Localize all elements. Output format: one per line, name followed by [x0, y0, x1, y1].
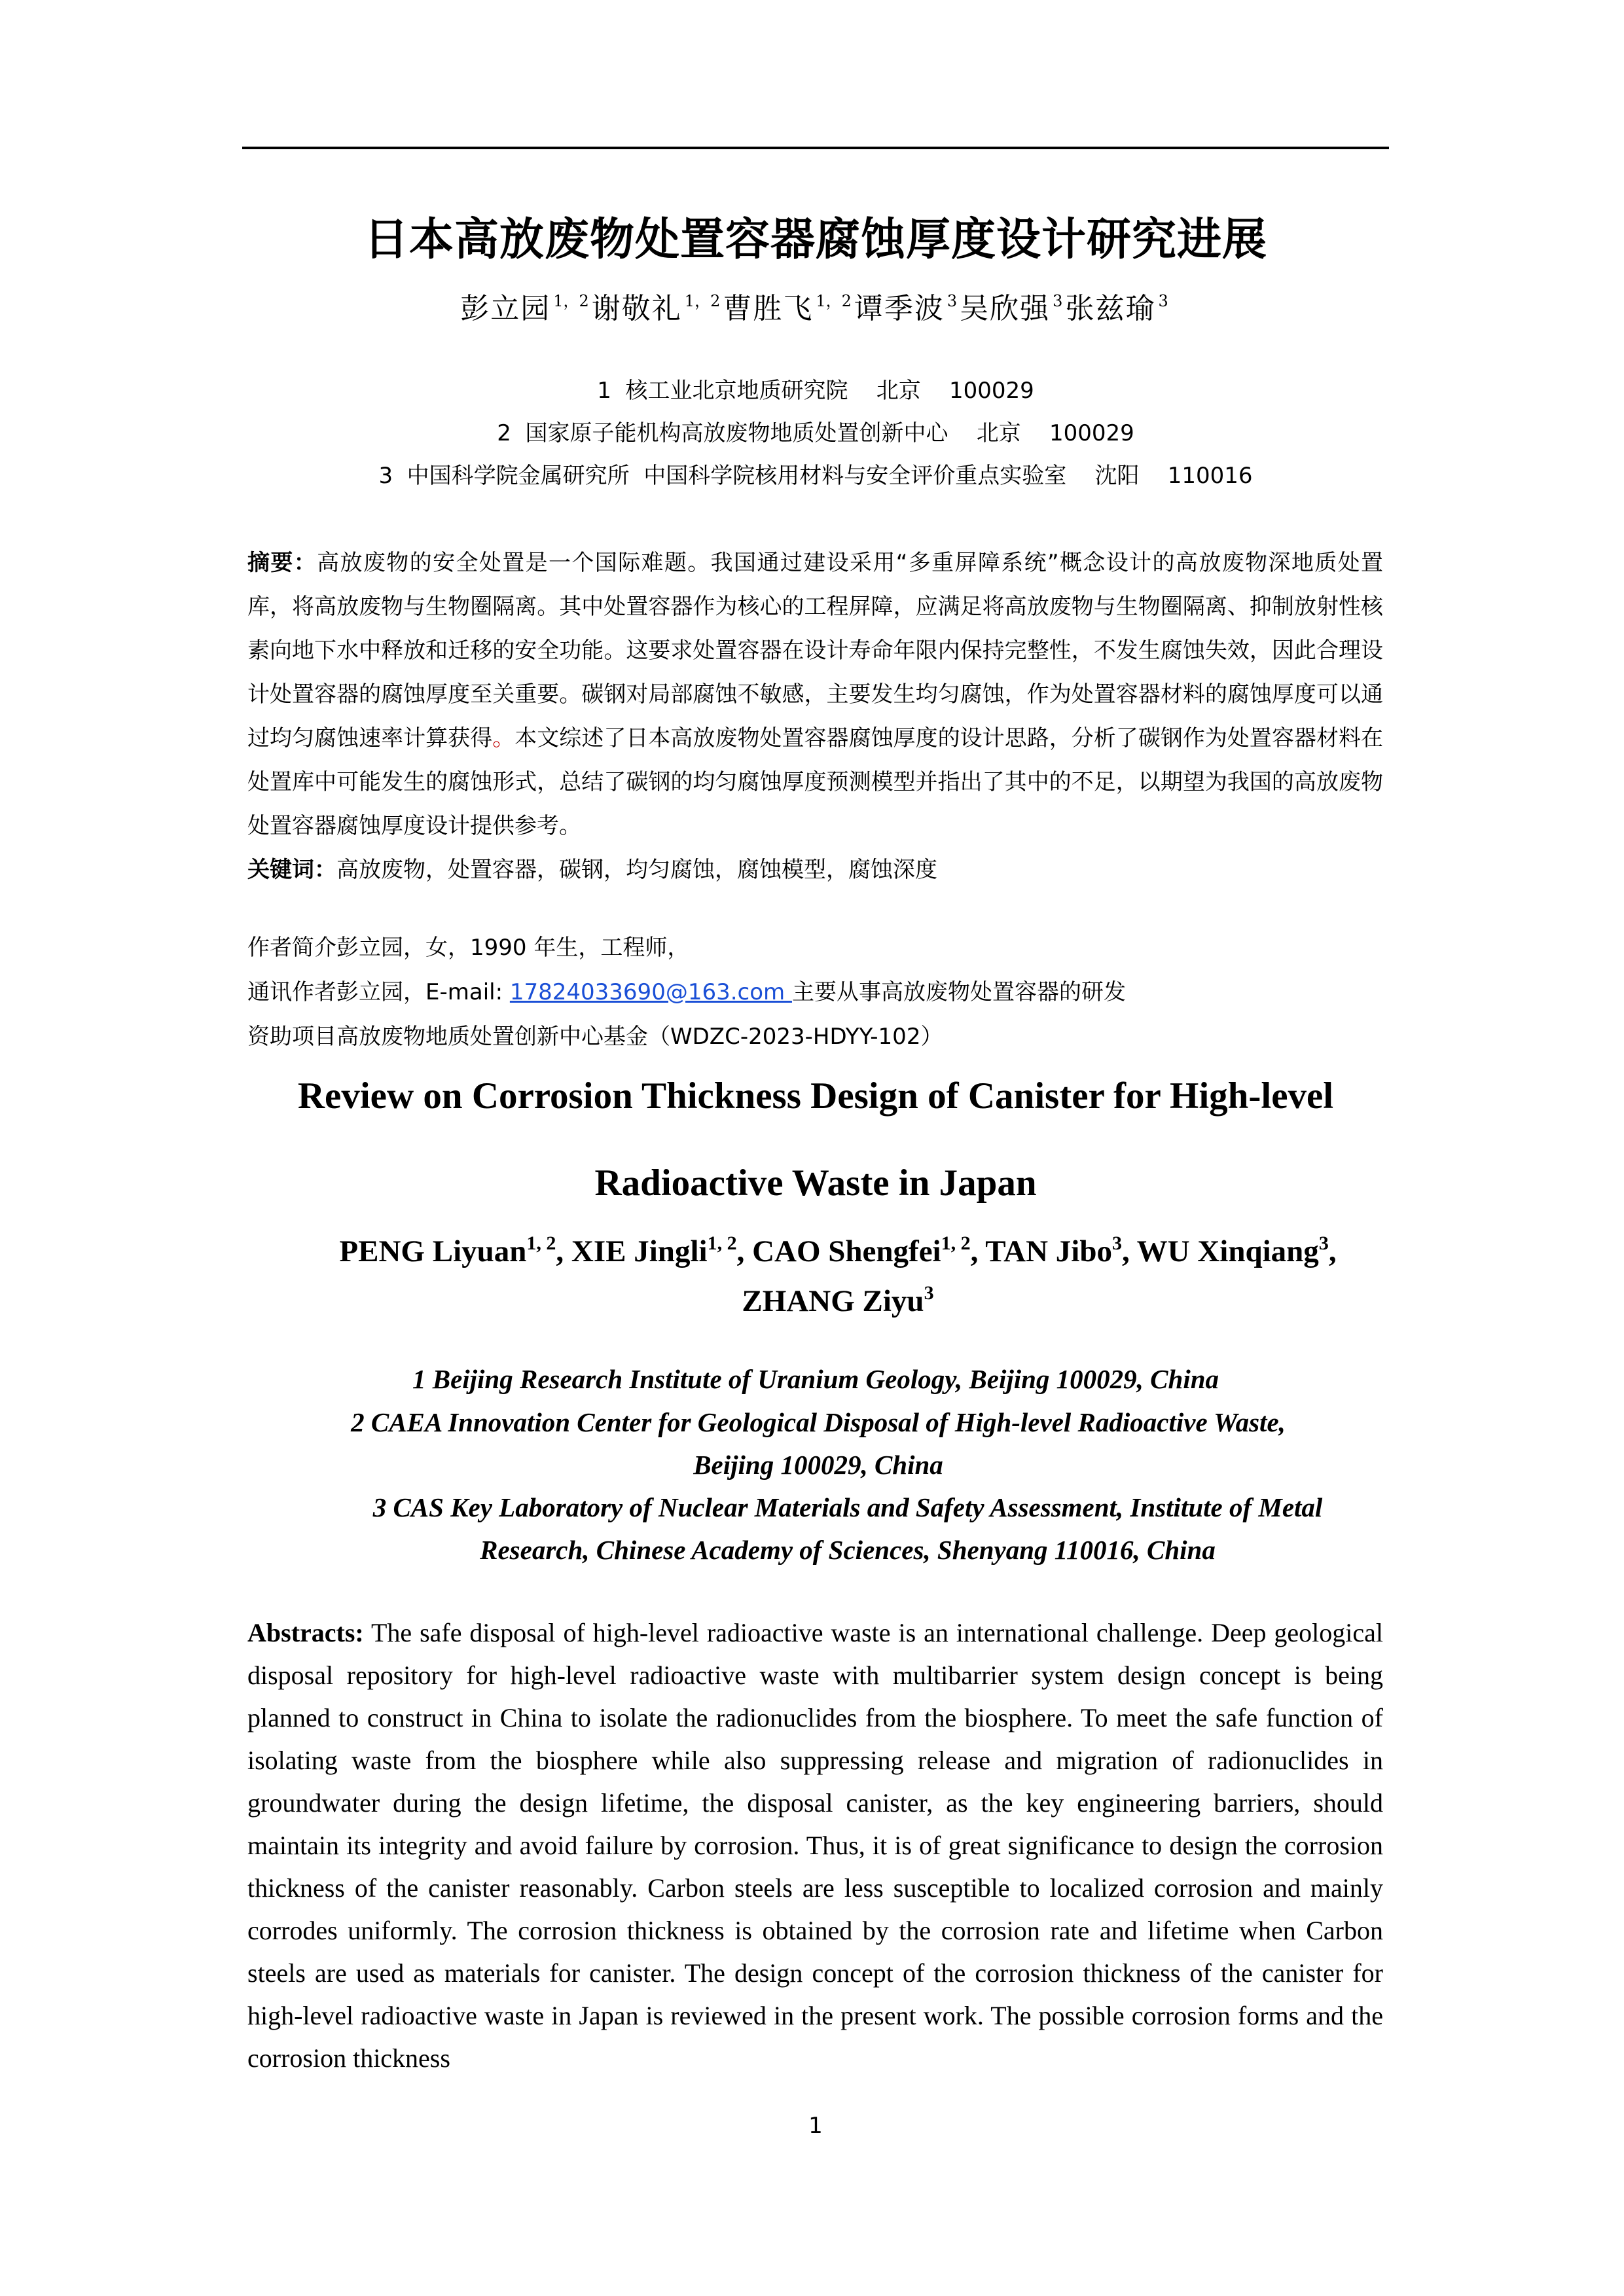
affiliation-cn-1: 1 核工业北京地质研究院 北京 100029 — [597, 378, 1034, 404]
author-affiliation-mark: 3 — [1158, 292, 1168, 310]
author-bio: 作者简介彭立园，女，1990 年生，工程师， — [247, 935, 690, 961]
affiliation-cn-3: 3 中国科学院金属研究所 中国科学院核用材料与安全评价重点实验室 沈阳 110016 — [378, 463, 1253, 489]
keywords-cn-label: 关键词： — [247, 857, 336, 883]
paper-title-en-line2: Radioactive Waste in Japan — [594, 1162, 1037, 1204]
author-affiliation-mark: 3 — [924, 1282, 934, 1304]
author-separator: , — [1121, 1234, 1137, 1268]
author-affiliation-mark: 3 — [1053, 292, 1063, 310]
email-link[interactable]: 17824033690@163.com — [509, 979, 792, 1005]
abstract-en-text: The safe disposal of high-level radioactive waste is an international challenge. Deep geological disposal repository for high-level radioactive waste with multibarrier system design concept is being planned to construct in China to isolate the radionuclides from the biosphere. To meet the safe function of isolating waste from the biosphere while also suppressing release and migration of radionuclides in groundwater during the design lifetime, the disposal canister, as the key engineering barriers, should maintain its integrity and avoid failure by corrosion. Thus, it is of great significance to design the corrosion thickness of the canister reasonably. Carbon steels are less susceptible to localized corrosion and mainly corrodes uniformly. The corrosion thickness is obtained by the corrosion rate and lifetime when Carbon steels are used as materials for canister. The design concept of the corrosion thickness of the canister for high-level radioactive waste in Japan is reviewed in the present work. The possible corrosion forms and the corrosion thickness — [247, 1618, 1383, 2073]
author-separator: , — [556, 1234, 571, 1268]
author-cn: 彭立园 — [460, 292, 551, 325]
abstract-cn-highlight: 。 — [492, 725, 515, 751]
abstract-cn-label: 摘要： — [247, 550, 317, 576]
author-affiliation-mark: 1, 2 — [941, 1232, 971, 1254]
contact-prefix: 通讯作者彭立园，E-mail: — [247, 979, 510, 1005]
author-cn: 谢敬礼 — [591, 292, 682, 325]
author-list-cn — [242, 278, 1389, 332]
page-number: 1 — [808, 2113, 823, 2139]
author-en: ZHANG Ziyu — [742, 1284, 924, 1318]
abstract-cn-text: 高放废物的安全处置是一个国际难题。我国通过建设采用“多重屏障系统”概念设计的高放废物深地质处置库，将高放废物与生物圈隔离。其中处置容器作为核心的工程屏障，应满足将高放废物与生物圈隔离、抑制放射性核素向地下水中释放和迁移的安全功能。这要求处置容器在设计寿命年限内保持完整性，不发生腐蚀失效，因此合理设计处置容器的腐蚀厚度至关重要。碳钢对局部腐蚀不敏感，主要发生均匀腐蚀，作为处置容器材料的腐蚀厚度可以通过均匀腐蚀速率计算获得 — [247, 550, 1383, 751]
affiliation-en-3: 3 CAS Key Laboratory of Nuclear Materials and Safety Assessment, Institute of Metal Research, Chinese Academy of Sciences, Shenyang 110016, China — [372, 1492, 1323, 1565]
author-separator: , — [736, 1234, 753, 1268]
author-affiliation-mark: 1，2 — [684, 292, 721, 310]
author-separator: , — [970, 1234, 986, 1268]
author-affiliation-mark: 1, 2 — [707, 1232, 737, 1254]
keywords-cn — [247, 848, 1383, 892]
author-affiliation-mark: 3 — [947, 292, 958, 310]
corresponding-author — [247, 973, 1383, 1012]
header-rule — [242, 147, 1389, 149]
affiliation-cn-2: 2 国家原子能机构高放废物地质处置创新中心 北京 100029 — [497, 420, 1134, 446]
author-affiliation-mark: 1，2 — [816, 292, 852, 310]
author-en: XIE Jingli — [571, 1234, 708, 1268]
paper-title-en-line1: Review on Corrosion Thickness Design of Canister for High-level — [297, 1075, 1334, 1117]
author-affiliation-mark: 1, 2 — [526, 1232, 556, 1254]
funding-info: 资助项目高放废物地质处置创新中心基金（WDZC-2023-HDYY-102） — [247, 1024, 943, 1050]
abstract-en — [247, 1611, 1383, 2079]
author-en: CAO Shengfei — [752, 1234, 941, 1268]
author-cn: 曹胜飞 — [723, 292, 814, 325]
author-en: PENG Liyuan — [339, 1234, 527, 1268]
author-cn: 张兹瑜 — [1065, 292, 1156, 325]
author-list-en — [288, 1223, 1388, 1322]
affiliation-en-1: 1 Beijing Research Institute of Uranium Geology, Beijing 100029, China — [412, 1364, 1219, 1394]
abstract-cn-text-rest: 本文综述了日本高放废物处置容器腐蚀厚度的设计思路，分析了碳钢作为处置容器材料在处置库中可能发生的腐蚀形式，总结了碳钢的均匀腐蚀厚度预测模型并指出了其中的不足，以期望为我国的高放废物处置容器腐蚀厚度设计提供参考。 — [247, 725, 1384, 839]
affiliation-en-2: 2 CAEA Innovation Center for Geological Disposal of High-level Radioactive Waste, Beijing 100029, China — [351, 1407, 1286, 1480]
author-separator: , — [1328, 1234, 1337, 1268]
contact-suffix: 主要从事高放废物处置容器的研发 — [791, 979, 1126, 1005]
author-affiliation-mark: 1，2 — [553, 292, 589, 310]
abstract-cn — [247, 541, 1383, 848]
author-cn: 吴欣强 — [960, 292, 1051, 325]
author-affiliation-mark: 3 — [1318, 1232, 1329, 1254]
author-cn: 谭季波 — [854, 292, 945, 325]
author-en: WU Xinqiang — [1136, 1234, 1319, 1268]
keywords-cn-text: 高放废物，处置容器，碳钢，均匀腐蚀，腐蚀模型，腐蚀深度 — [336, 857, 937, 883]
author-en: TAN Jibo — [985, 1234, 1112, 1268]
paper-title-cn: 日本高放废物处置容器腐蚀厚度设计研究进展 — [363, 214, 1267, 266]
author-affiliation-mark: 3 — [1111, 1232, 1122, 1254]
abstract-en-label: Abstracts: — [247, 1618, 364, 1647]
